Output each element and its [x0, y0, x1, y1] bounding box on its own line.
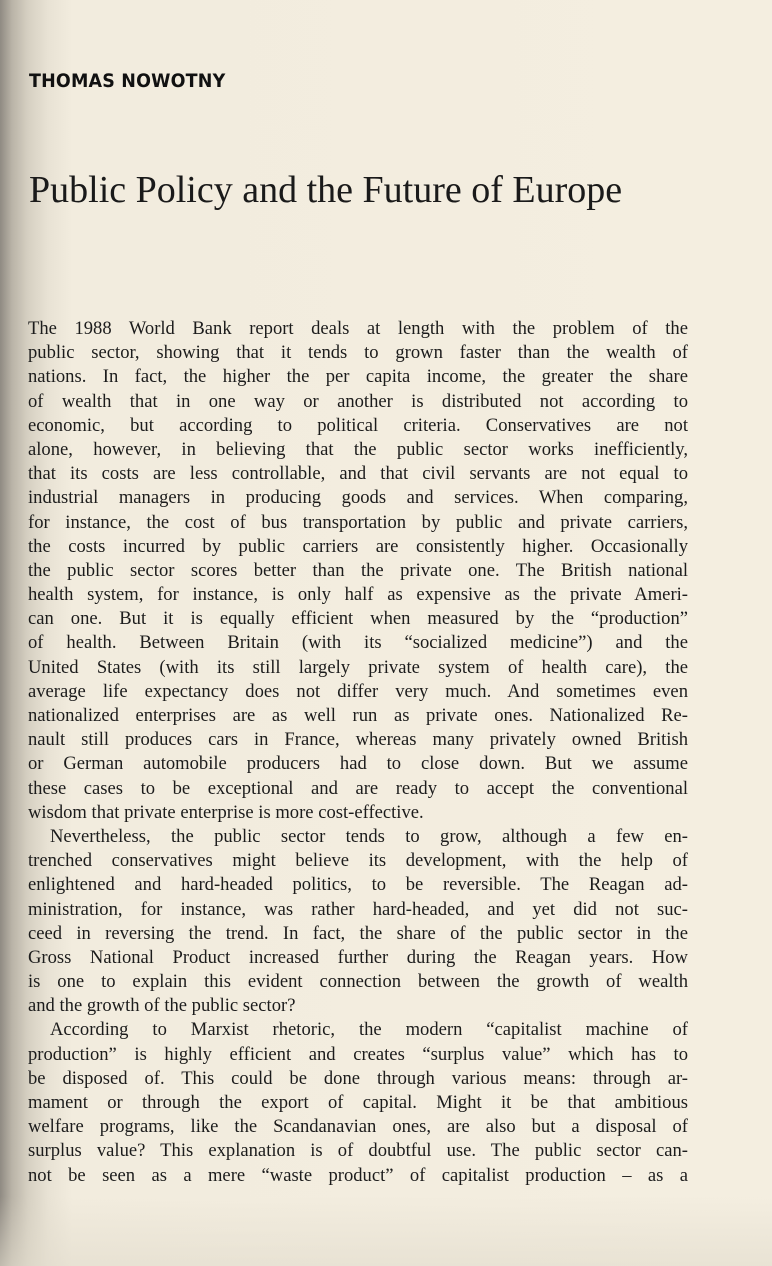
text-line: mament or through the export of capital. Might it be that ambitious: [28, 1092, 688, 1113]
text-line: nationalized enterprises are as well run as private ones. Nationalized Re-: [28, 705, 688, 726]
text-line: Gross National Product increased further during the Reagan years. How: [28, 946, 688, 968]
text-line: welfare programs, like the Scandanavian ones, are also but a disposal of: [28, 1116, 688, 1138]
text-line: Nevertheless, the public sector tends to grow, although a few en-: [50, 825, 688, 847]
text-line: industrial managers in producing goods and services. When comparing,: [28, 487, 688, 509]
text-line: economic, but according to political criteria. Conservatives are not: [28, 414, 688, 436]
text-line: can one. But it is equally efficient when measured by the “production”: [28, 608, 688, 630]
text-line: of health. Between Britain (with its “socialized medicine”) and the: [28, 632, 688, 654]
text-line: wisdom that private enterprise is more cost-effective.: [28, 801, 424, 823]
text-line: these cases to be exceptional and are ready to accept the conventional: [28, 777, 688, 799]
text-line: or German automobile producers had to close down. But we assume: [28, 753, 688, 775]
text-line: not be seen as a mere “waste product” of capitalist production – as a: [28, 1164, 688, 1186]
body-text: [28, 317, 688, 1188]
text-line: the public sector scores better than the private one. The British national: [28, 559, 688, 581]
text-line: nations. In fact, the higher the per capita income, the greater the share: [28, 366, 688, 388]
text-line: be disposed of. This could be done through various means: through ar-: [28, 1067, 688, 1089]
text-line: nault still produces cars in France, whereas many privately owned British: [28, 729, 688, 751]
chapter-title: Public Policy and the Future of Europe: [29, 169, 623, 211]
text-line: surplus value? This explanation is of doubtful use. The public sector can-: [28, 1140, 688, 1162]
text-line: is one to explain this evident connection between the growth of wealth: [28, 971, 688, 993]
text-line: ministration, for instance, was rather hard-headed, and yet did not suc-: [28, 898, 688, 920]
text-line: alone, however, in believing that the public sector works inefficiently,: [28, 438, 688, 460]
text-line: that its costs are less controllable, and that civil servants are not equal to: [28, 463, 688, 485]
text-line: for instance, the cost of bus transportation by public and private carriers,: [28, 511, 688, 533]
text-line: ceed in reversing the trend. In fact, the share of the public sector in the: [28, 922, 688, 944]
running-header-author: THOMAS NOWOTNY: [29, 70, 226, 92]
text-line: enlightened and hard-headed politics, to be reversible. The Reagan ad-: [28, 874, 688, 896]
text-line: United States (with its still largely private system of health care), the: [28, 656, 688, 678]
text-line: and the growth of the public sector?: [28, 995, 296, 1017]
text-line: health system, for instance, is only half as expensive as the private Ameri-: [28, 584, 688, 606]
text-line: trenched conservatives might believe its development, with the help of: [28, 850, 688, 872]
text-line: production” is highly efficient and creates “surplus value” which has to: [28, 1043, 688, 1065]
text-line: public sector, showing that it tends to grown faster than the wealth of: [28, 342, 688, 364]
text-line: the costs incurred by public carriers are consistently higher. Occasionally: [28, 535, 688, 557]
text-line: The 1988 World Bank report deals at length with the problem of the: [28, 318, 688, 339]
text-line: of wealth that in one way or another is distributed not according to: [28, 390, 688, 412]
text-line: average life expectancy does not differ very much. And sometimes even: [28, 680, 688, 702]
text-line: According to Marxist rhetoric, the modern “capitalist machine of: [50, 1019, 688, 1041]
